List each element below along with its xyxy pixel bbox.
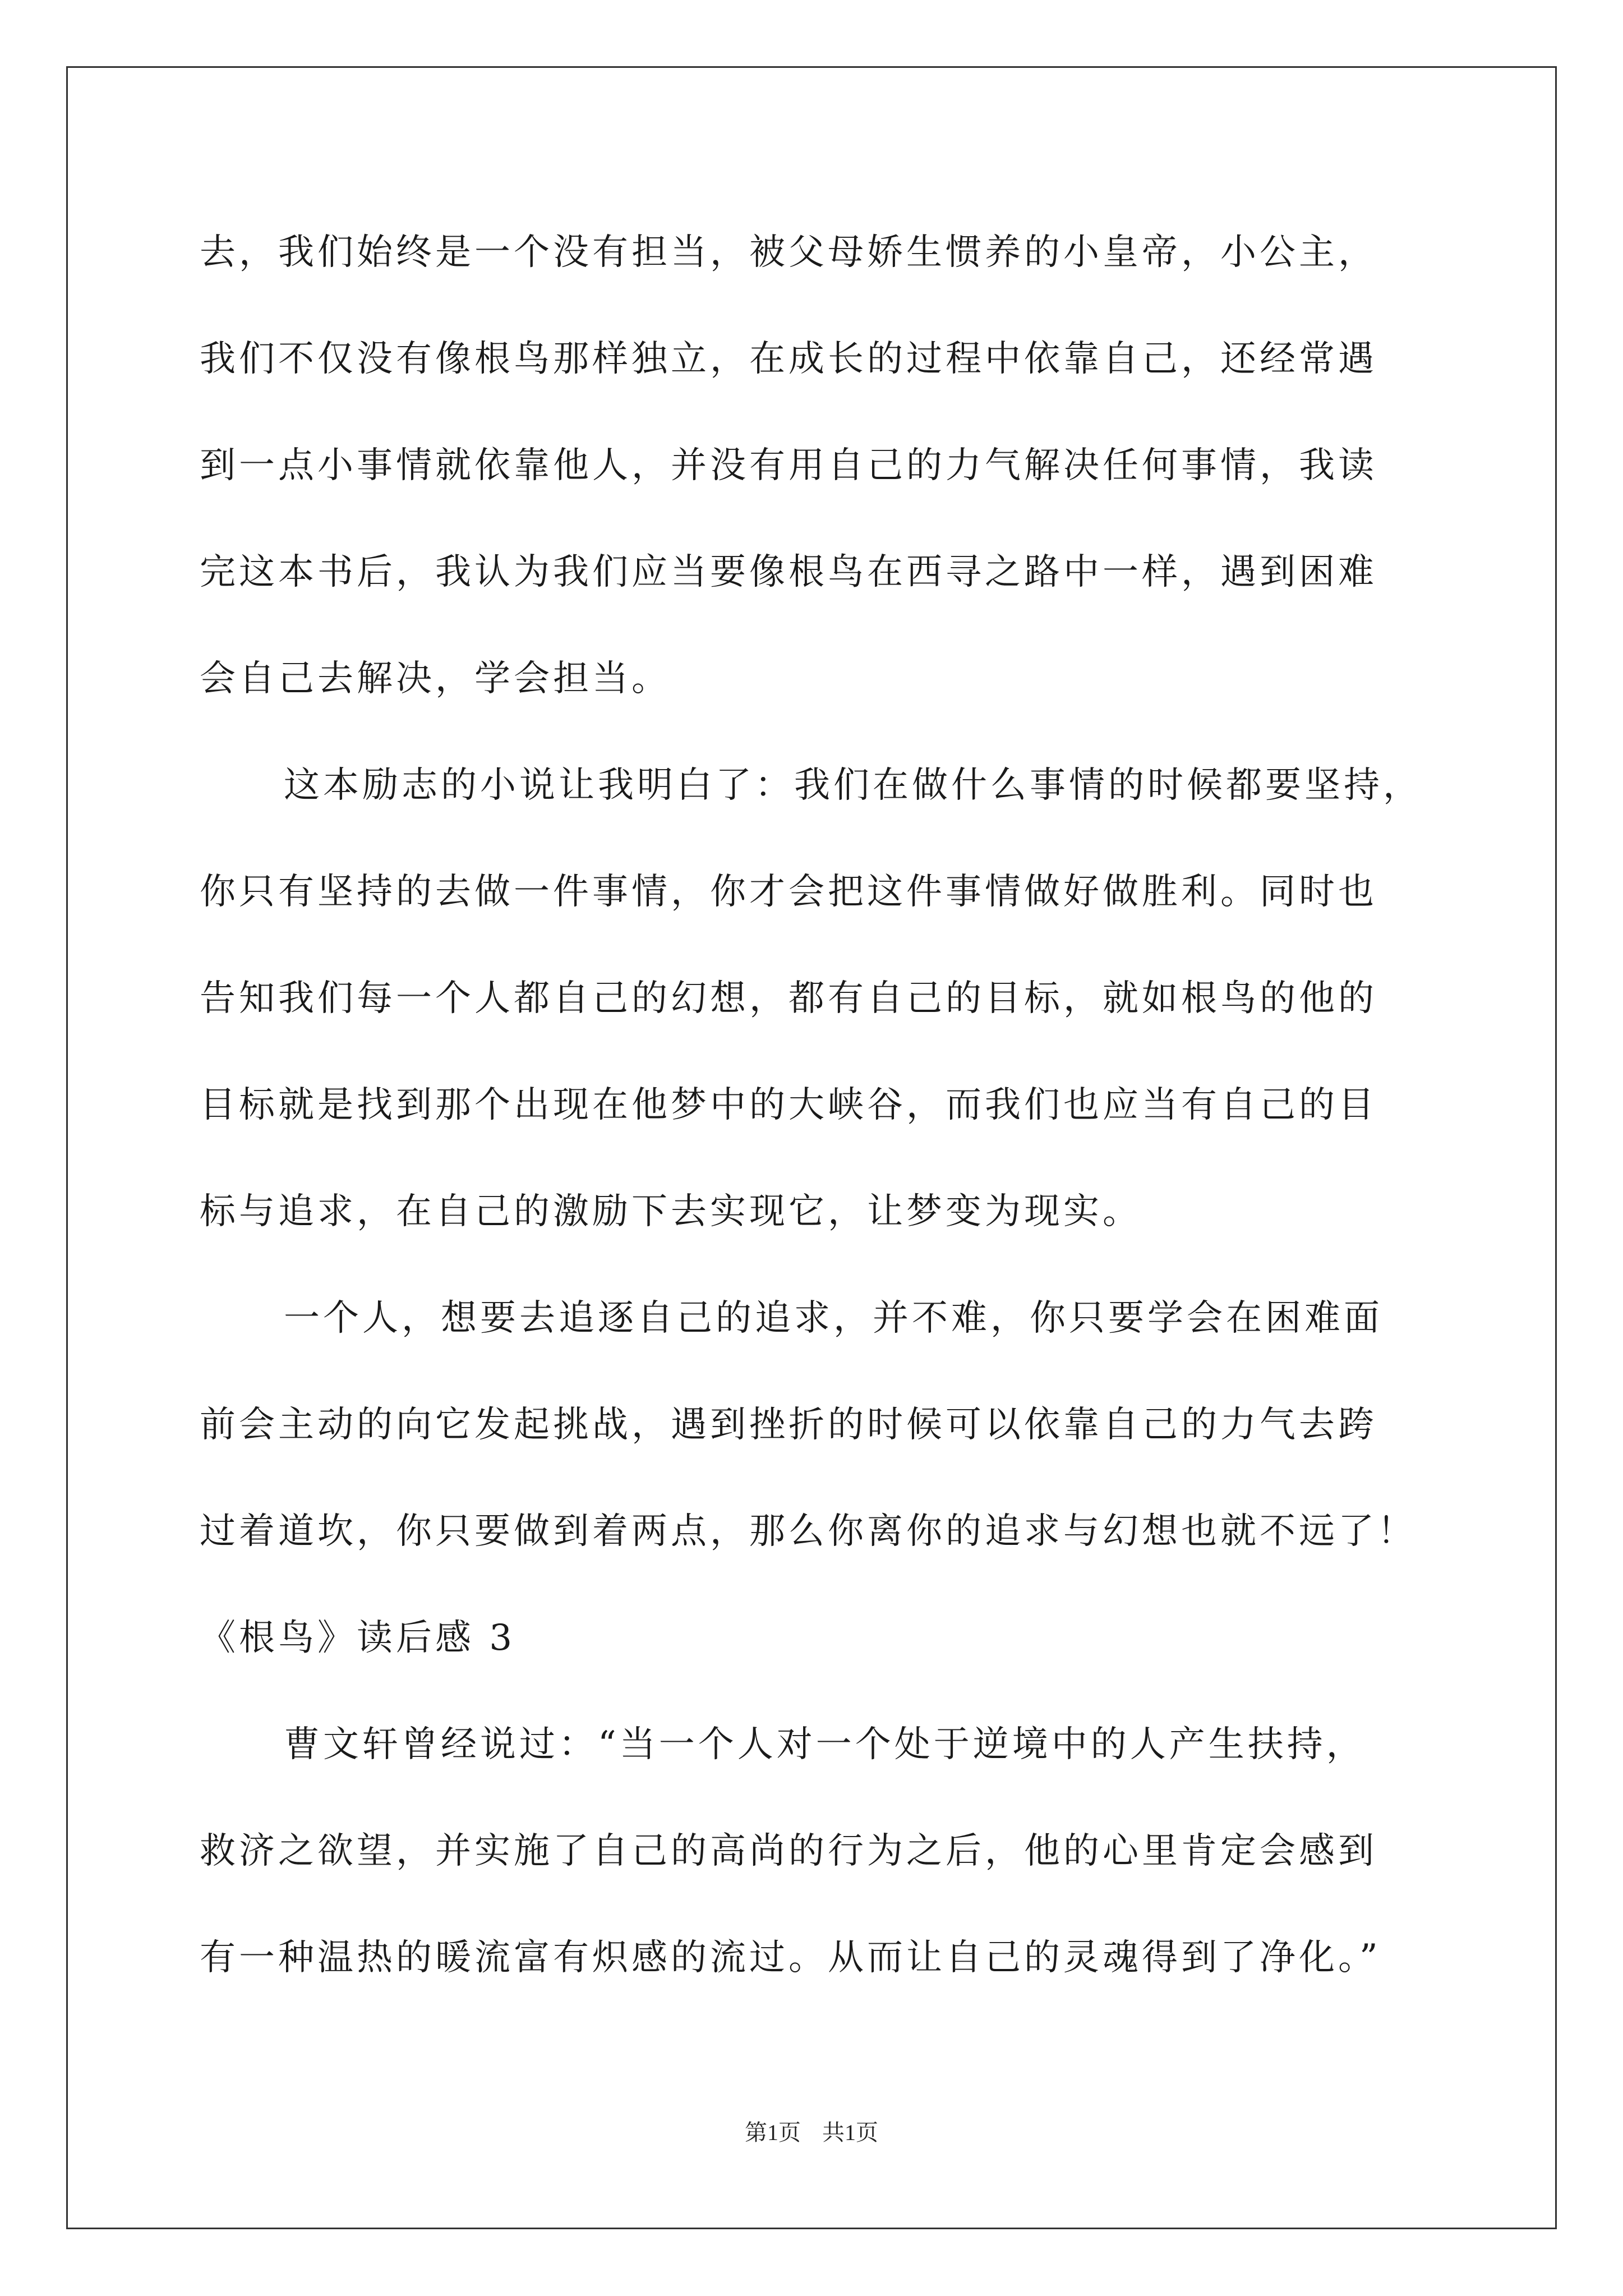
page-number-current: 第1页 (745, 2120, 801, 2145)
document-body (200, 210, 1456, 2022)
text-line: 一个人，想要去追逐自己的追求，并不难，你只要学会在困难面 (284, 1297, 1383, 1339)
paragraph (200, 743, 1456, 1276)
text-line: 告知我们每一个人都自己的幻想，都有自己的目标，就如根鸟的他的 (200, 978, 1377, 1019)
text-line: 曹文轩曾经说过：“当一个人对一个处于逆境中的人产生扶持， (284, 1724, 1366, 1765)
text-line: 去，我们始终是一个没有担当，被父母娇生惯养的小皇帝，小公主， (200, 232, 1377, 273)
text-line: 你只有坚持的去做一件事情，你才会把这件事情做好做胜利。同时也 (200, 871, 1377, 913)
text-line: 救济之欲望，并实施了自己的高尚的行为之后，他的心里肯定会感到 (200, 1830, 1377, 1872)
heading-text: 《根鸟》读后感 3 (200, 1617, 516, 1659)
text-line: 前会主动的向它发起挑战，遇到挫折的时候可以依靠自己的力气去跨 (200, 1404, 1377, 1446)
text-line: 到一点小事情就依靠他人，并没有用自己的力气解决任何事情，我读 (200, 445, 1377, 486)
text-line: 有一种温热的暖流富有炽感的流过。从而让自己的灵魂得到了净化。” (200, 1937, 1381, 1978)
text-line: 标与追求，在自己的激励下去实现它，让梦变为现实。 (200, 1191, 1142, 1232)
section-heading (200, 1596, 1456, 1703)
text-line: 会自己去解决，学会担当。 (200, 658, 671, 700)
page-number-total: 共1页 (822, 2120, 878, 2145)
text-line: 目标就是找到那个出现在他梦中的大峡谷，而我们也应当有自己的目 (200, 1084, 1377, 1126)
text-line: 这本励志的小说让我明白了：我们在做什么事情的时候都要坚持， (284, 765, 1422, 806)
page-footer (0, 2115, 1623, 2147)
paragraph (200, 1703, 1456, 2022)
paragraph (200, 210, 1456, 743)
paragraph (200, 1276, 1456, 1596)
text-line: 完这本书后，我认为我们应当要像根鸟在西寻之路中一样，遇到困难 (200, 551, 1377, 593)
text-line: 过着道坎，你只要做到着两点，那么你离你的追求与幻想也就不远了！ (200, 1511, 1417, 1552)
text-line: 我们不仅没有像根鸟那样独立，在成长的过程中依靠自己，还经常遇 (200, 338, 1377, 380)
